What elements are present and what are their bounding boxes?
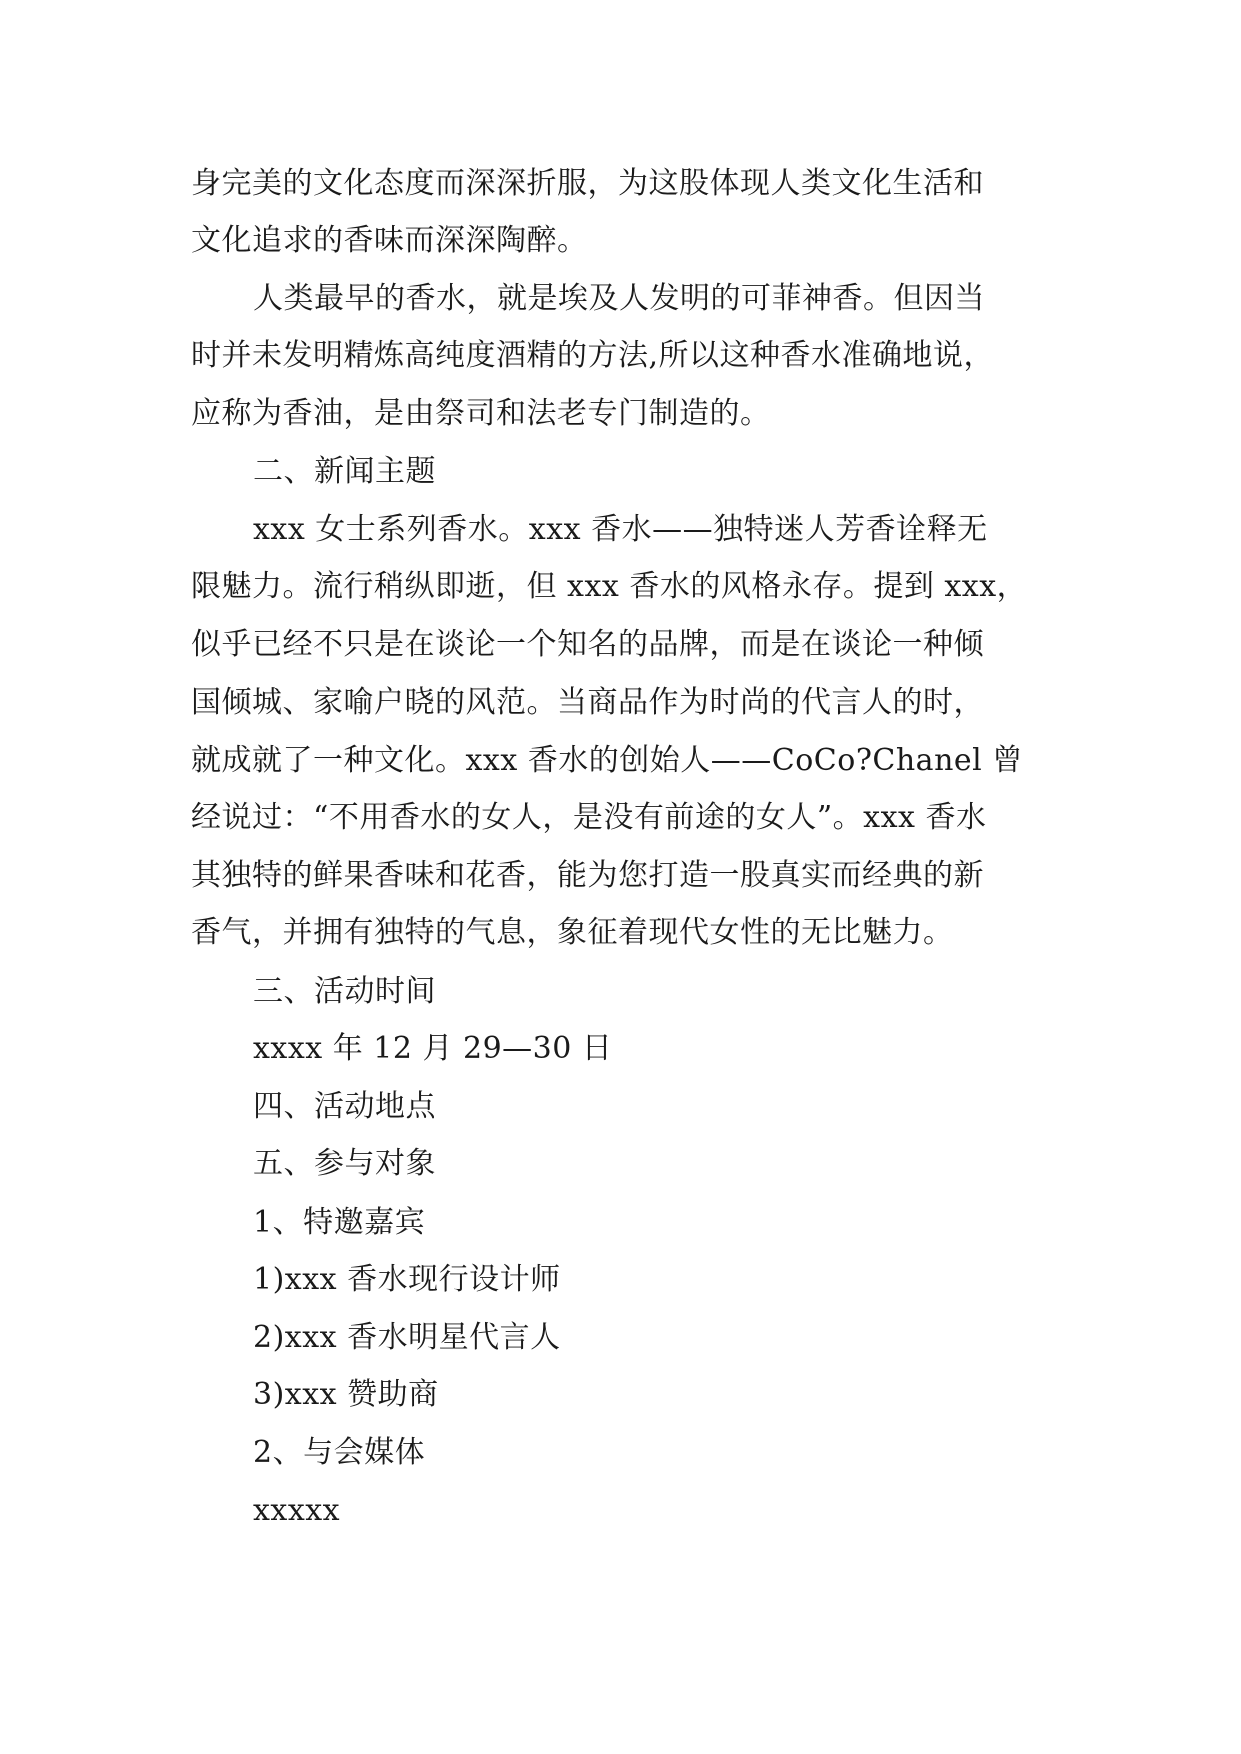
list-item: 3)xxx 赞助商 bbox=[253, 1377, 439, 1412]
body-text-line: 应称为香油，是由祭司和法老专门制造的。 bbox=[191, 396, 771, 431]
section-heading: 三、活动时间 bbox=[253, 974, 436, 1009]
body-text-line: 时并未发明精炼高纯度酒精的方法,所以这种香水准确地说， bbox=[191, 338, 995, 373]
section-heading: 四、活动地点 bbox=[253, 1089, 436, 1124]
list-item: 1)xxx 香水现行设计师 bbox=[253, 1262, 561, 1297]
body-text-line: 似乎已经不只是在谈论一个知名的品牌，而是在谈论一种倾 bbox=[191, 627, 984, 662]
subsection-heading: 1、特邀嘉宾 bbox=[253, 1205, 426, 1240]
body-text-line: 身完美的文化态度而深深折服，为这股体现人类文化生活和 bbox=[191, 166, 984, 201]
body-text-line: xxxx 年 12 月 29—30 日 bbox=[253, 1031, 613, 1066]
body-text-line: 经说过：“不用香水的女人，是没有前途的女人”。xxx 香水 bbox=[191, 800, 987, 835]
body-text-line: xxx 女士系列香水。xxx 香水——独特迷人芳香诠释无 bbox=[253, 512, 988, 547]
body-text-line: 就成就了一种文化。xxx 香水的创始人——CoCo?Chanel 曾 bbox=[191, 743, 1023, 778]
list-item: 2)xxx 香水明星代言人 bbox=[253, 1320, 561, 1355]
section-heading: 五、参与对象 bbox=[253, 1146, 436, 1181]
body-text-line: 其独特的鲜果香味和花香，能为您打造一股真实而经典的新 bbox=[191, 858, 984, 893]
body-text-line: 限魅力。流行稍纵即逝，但 xxx 香水的风格永存。提到 xxx， bbox=[191, 569, 1028, 604]
body-text-line: 文化追求的香味而深深陶醉。 bbox=[191, 223, 588, 258]
body-text-line: 人类最早的香水，就是埃及人发明的可菲神香。但因当 bbox=[253, 281, 985, 316]
body-text-line: xxxxx bbox=[253, 1493, 341, 1528]
body-text-line: 香气，并拥有独特的气息，象征着现代女性的无比魅力。 bbox=[191, 915, 954, 950]
body-text-line: 国倾城、家喻户晓的风范。当商品作为时尚的代言人的时， bbox=[191, 685, 984, 720]
section-heading: 二、新闻主题 bbox=[253, 454, 436, 489]
subsection-heading: 2、与会媒体 bbox=[253, 1435, 426, 1470]
